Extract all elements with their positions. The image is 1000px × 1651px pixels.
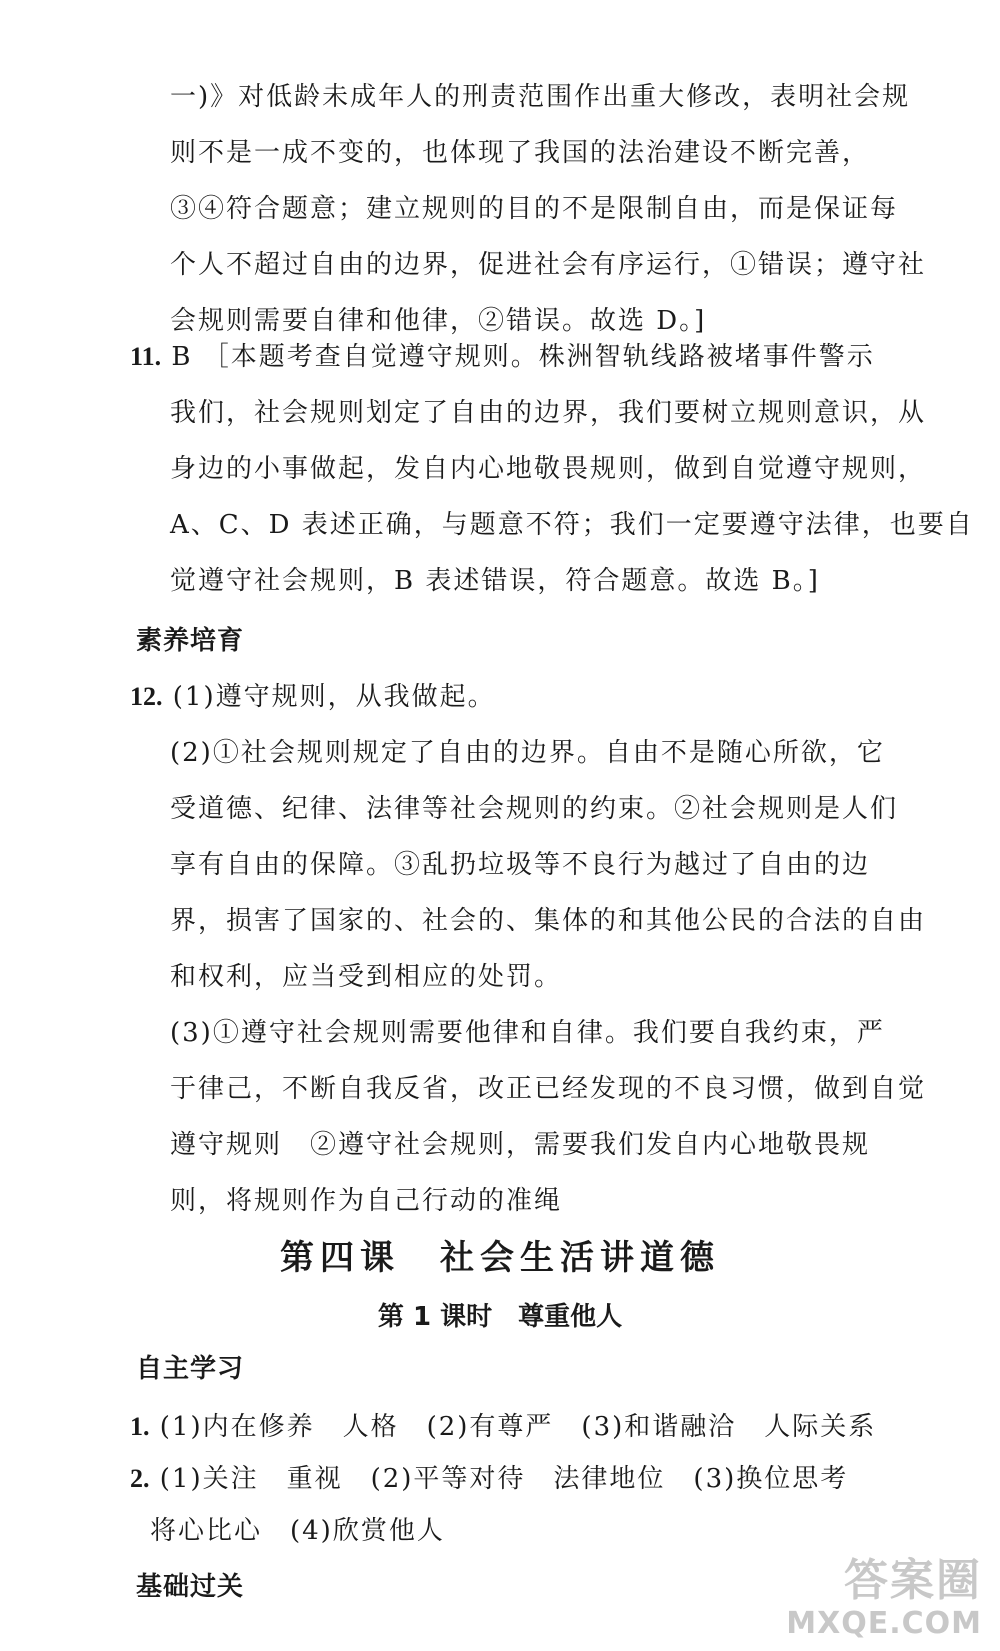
text-line: 觉遵守社会规则，B 表述错误，符合题意。故选 B。]: [170, 566, 820, 596]
answer-text: (1)内在修养 人格 (2)有尊严 (3)和谐融洽 人际关系: [159, 1412, 877, 1442]
text-line: (3)①遵守社会规则需要他律和自律。我们要自我约束，严: [170, 1018, 885, 1048]
answer-text: (1)关注 重视 (2)平等对待 法律地位 (3)换位思考: [159, 1464, 849, 1494]
question-text: B ［本题考查自觉遵守规则。株洲智轨线路被堵事件警示: [171, 342, 875, 372]
watermark-text: 答案圈: [844, 1555, 982, 1606]
section-heading: 素养培育: [136, 626, 245, 656]
text-line: 会规则需要自律和他律，②错误。故选 D。]: [170, 306, 707, 336]
question-12: [130, 680, 496, 714]
question-11: [130, 340, 875, 374]
watermark-url: MXQE.COM: [786, 1606, 982, 1641]
question-number: 2.: [130, 1464, 150, 1493]
text-line: 受道德、纪律、法律等社会规则的约束。②社会规则是人们: [170, 794, 899, 824]
question-number: 12.: [130, 682, 163, 711]
text-line: 则，将规则作为自己行动的准绳: [170, 1186, 563, 1216]
question-number: 11.: [130, 342, 162, 371]
text-line: 界，损害了国家的、社会的、集体的和其他公民的合法的自由: [170, 906, 927, 936]
question-text: (1)遵守规则，从我做起。: [172, 682, 496, 712]
section-heading: 自主学习: [136, 1354, 245, 1384]
text-line: 我们，社会规则划定了自由的边界，我们要树立规则意识，从: [170, 398, 927, 428]
answer-item: [130, 1462, 848, 1496]
question-number: 1.: [130, 1412, 150, 1441]
text-line: 身边的小事做起，发自内心地敬畏规则，做到自觉遵守规则，: [170, 454, 927, 484]
text-line: 则不是一成不变的，也体现了我国的法治建设不断完善，: [170, 138, 871, 168]
text-line: 和权利，应当受到相应的处罚。: [170, 962, 563, 992]
text-line: (2)①社会规则规定了自由的边界。自由不是随心所欲，它: [170, 738, 885, 768]
text-line: 将心比心 (4)欣赏他人: [150, 1516, 445, 1546]
text-line: 一)》对低龄未成年人的刑责范围作出重大修改，表明社会规: [170, 82, 911, 112]
period-title: 第 1 课时 尊重他人: [377, 1302, 623, 1332]
answer-item: [130, 1410, 876, 1444]
watermark: [786, 1555, 982, 1641]
text-line: 个人不超过自由的边界，促进社会有序运行，①错误；遵守社: [170, 250, 927, 280]
text-line: 享有自由的保障。③乱扔垃圾等不良行为越过了自由的边: [170, 850, 871, 880]
section-heading: 基础过关: [136, 1572, 245, 1602]
text-line: 遵守规则 ②遵守社会规则，需要我们发自内心地敬畏规: [170, 1130, 871, 1160]
lesson-title: 第四课 社会生活讲道德: [280, 1238, 720, 1278]
text-line: A、C、D 表述正确，与题意不符；我们一定要遵守法律，也要自: [170, 510, 974, 540]
text-line: ③④符合题意；建立规则的目的不是限制自由，而是保证每: [170, 194, 899, 224]
text-line: 于律己，不断自我反省，改正已经发现的不良习惯，做到自觉: [170, 1074, 927, 1104]
